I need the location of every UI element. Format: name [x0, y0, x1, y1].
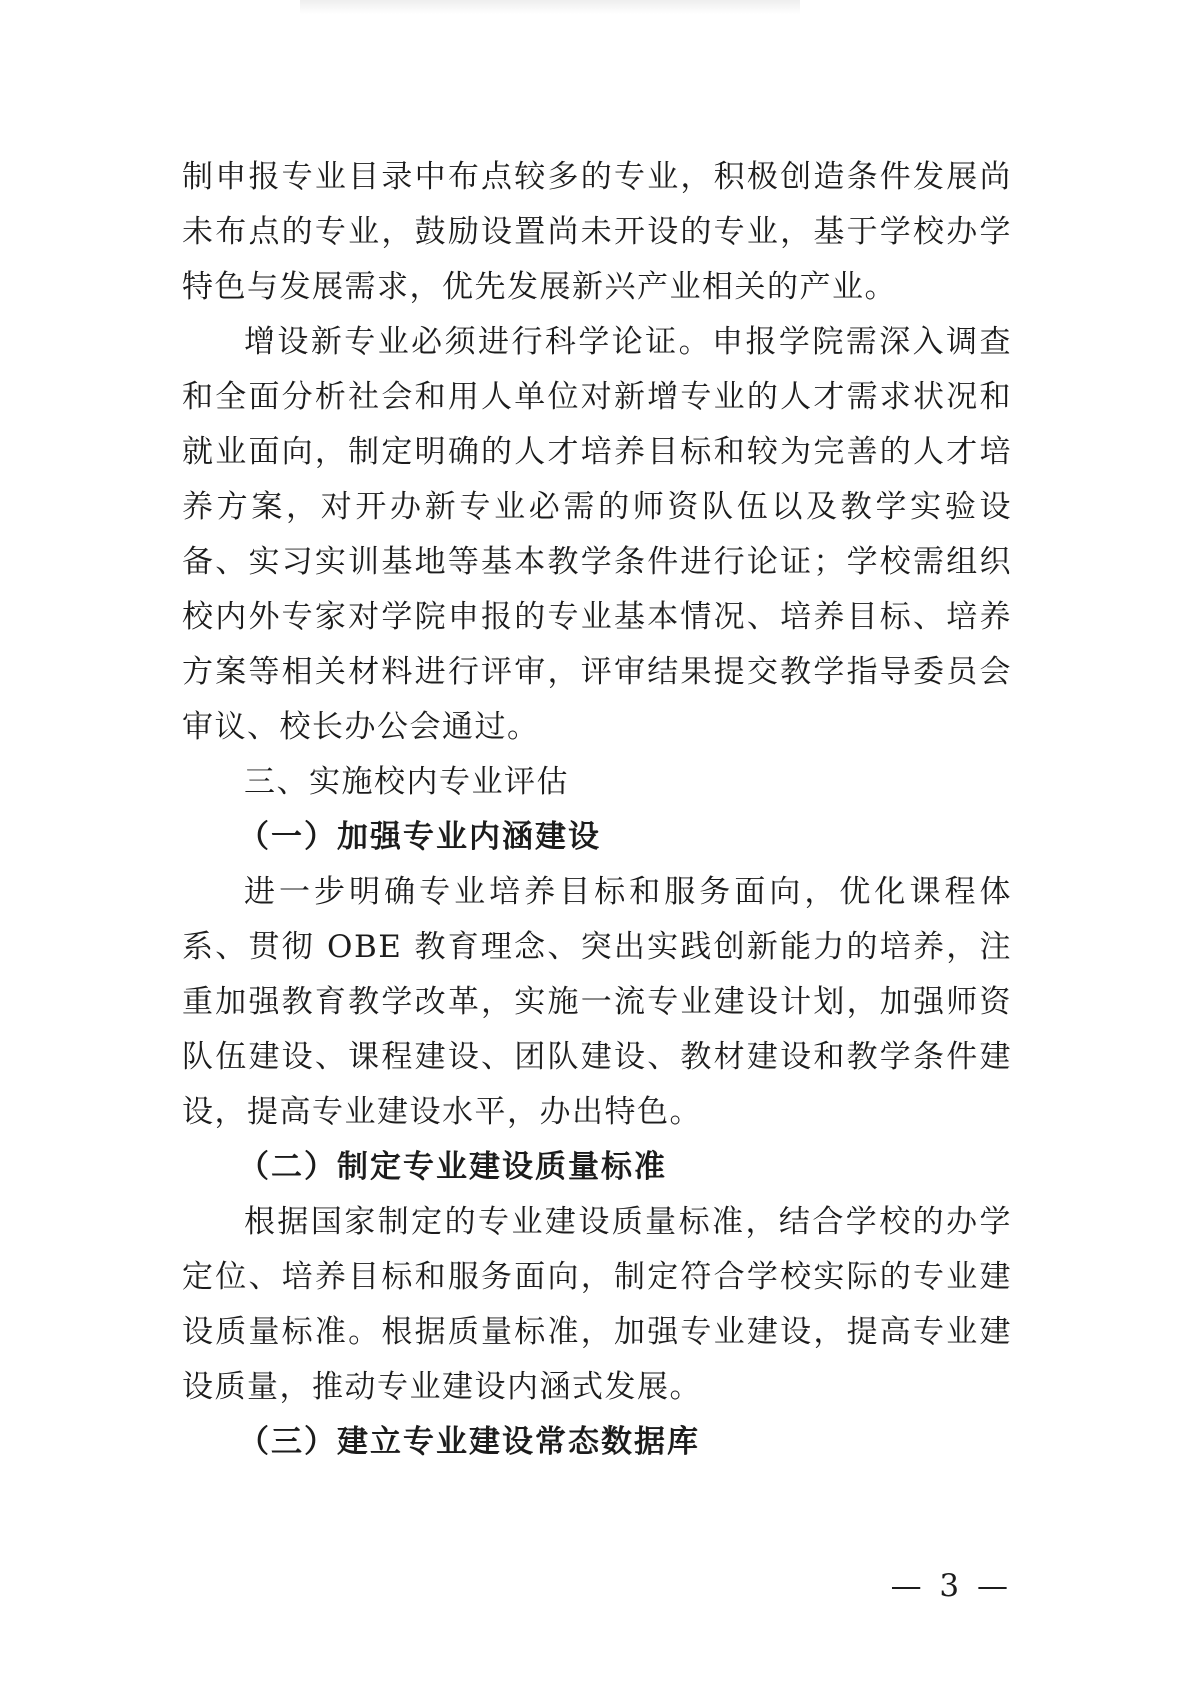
document-body	[182, 150, 1012, 1470]
paragraph-new-major-review: 增设新专业必须进行科学论证。申报学院需深入调查和全面分析社会和用人单位对新增专业的人才需求状况和就业面向，制定明确的人才培养目标和较为完善的人才培养方案，对开办新专业必需的师资队伍以及教学实验设备、实习实训基地等基本教学条件进行论证；学校需组织校内外专家对学院申报的专业基本情况、培养目标、培养方案等相关材料进行评审，评审结果提交教学指导委员会审议、校长办公会通过。	[182, 324, 1012, 745]
section-heading-evaluation: 三、实施校内专业评估	[244, 764, 569, 800]
paragraph-quality-standard: 根据国家制定的专业建设质量标准，结合学校的办学定位、培养目标和服务面向，制定符合学校实际的专业建设质量标准。根据质量标准，加强专业建设，提高专业建设质量，推动专业建设内涵式发展。	[182, 1204, 1012, 1405]
subheading-database: （三）建立专业建设常态数据库	[238, 1424, 700, 1460]
page-number: — 3 —	[890, 1568, 1012, 1604]
paragraph-connotation: 进一步明确专业培养目标和服务面向，优化课程体系、贯彻 OBE 教育理念、突出实践创新能力的培养，注重加强教育教学改革，实施一流专业建设计划，加强师资队伍建设、课程建设、团队建设、教材建设和教学条件建设，提高专业建设水平，办出特色。	[182, 874, 1012, 1130]
scan-shadow	[300, 0, 800, 14]
subheading-connotation: （一）加强专业内涵建设	[238, 819, 601, 855]
paragraph-continued: 制申报专业目录中布点较多的专业，积极创造条件发展尚未布点的专业，鼓励设置尚未开设的专业，基于学校办学特色与发展需求，优先发展新兴产业相关的产业。	[182, 159, 1012, 305]
subheading-quality-standard: （二）制定专业建设质量标准	[238, 1149, 667, 1185]
